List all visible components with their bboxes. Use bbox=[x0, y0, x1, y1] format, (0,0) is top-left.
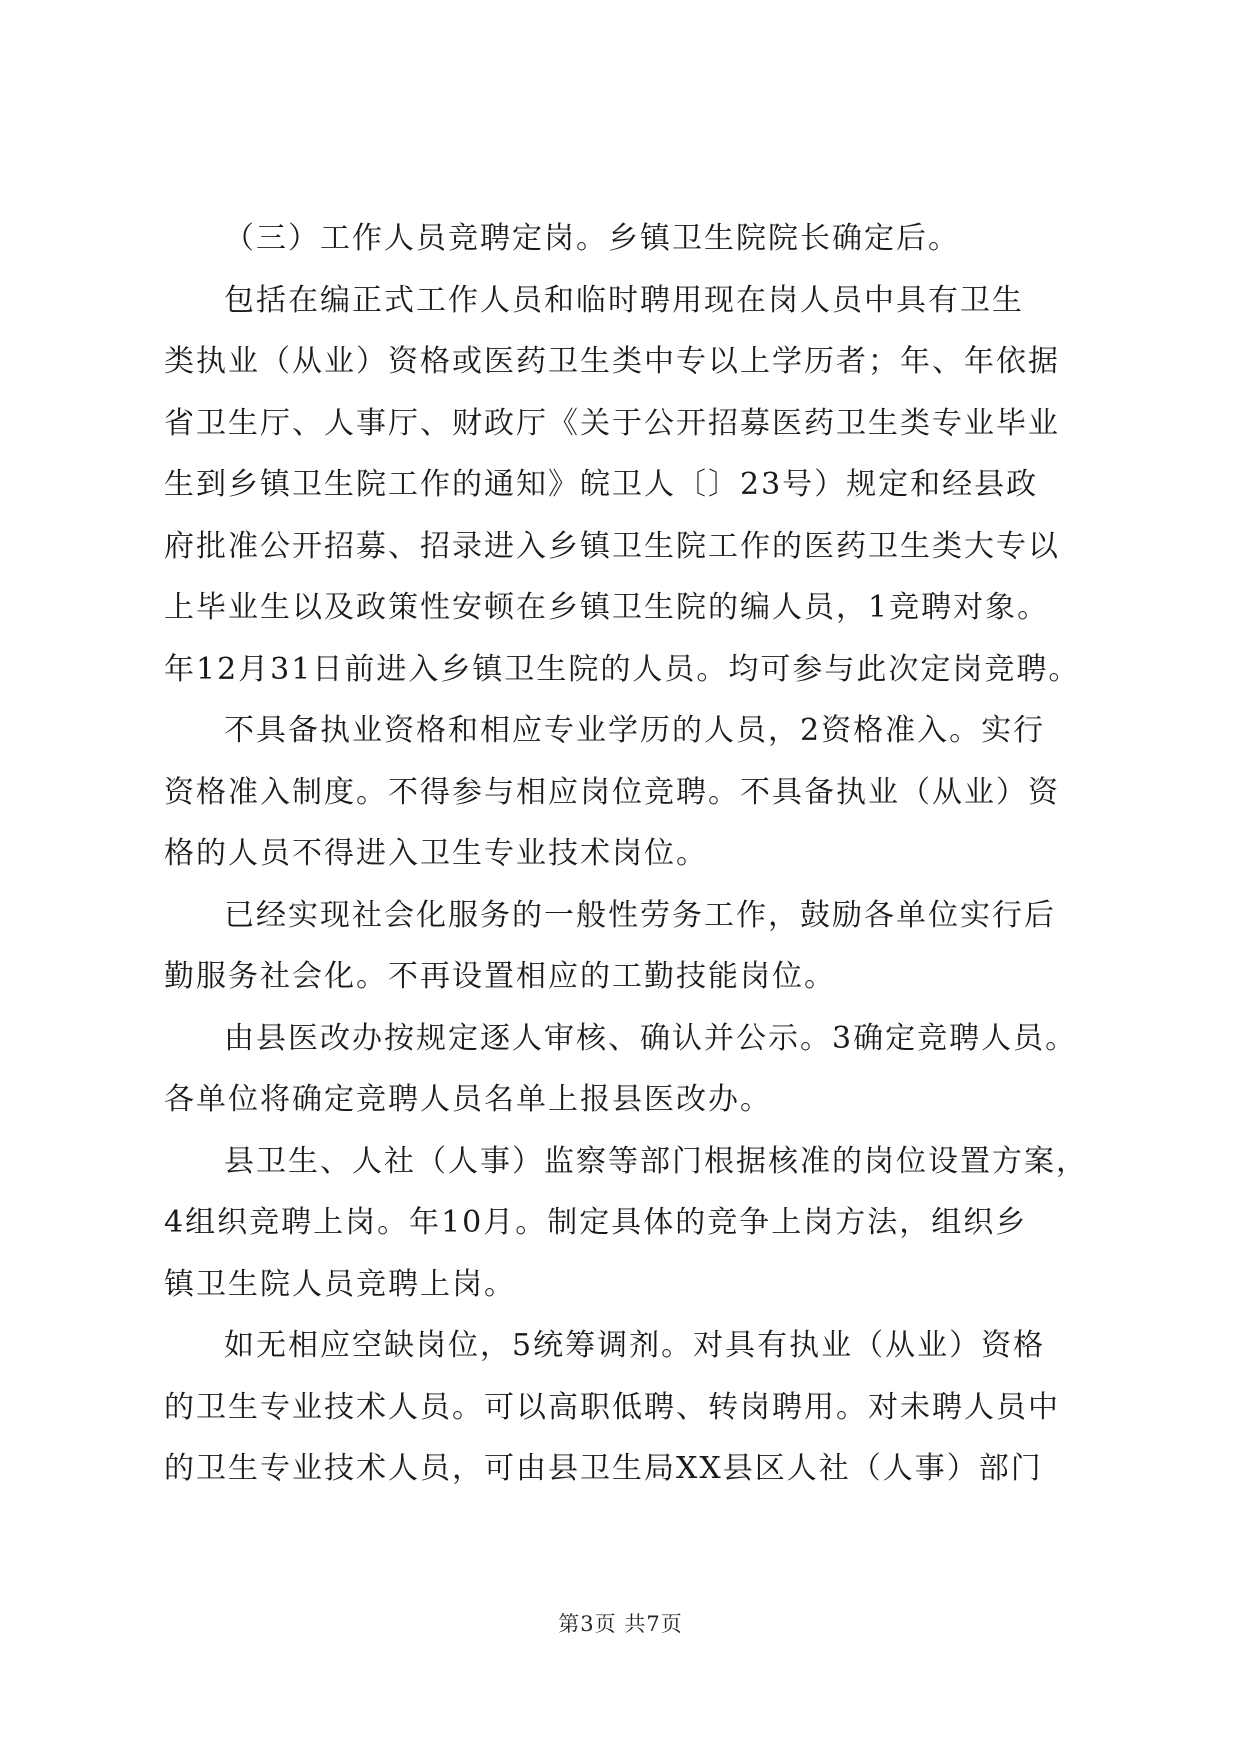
text-line: 资格准入制度。不得参与相应岗位竞聘。不具备执业（从业）资 bbox=[164, 774, 1060, 810]
text-line: 类执业（从业）资格或医药卫生类中专以上学历者；年、年依据 bbox=[164, 344, 1060, 379]
paragraph-5 bbox=[164, 1008, 1084, 1131]
text-line: 年12月31日前进入乡镇卫生院的人员。均可参与此次定岗竞聘。 bbox=[164, 651, 1081, 687]
document-body bbox=[164, 208, 1088, 1500]
text-line: 府批准公开招募、招录进入乡镇卫生院工作的医药卫生类大专以 bbox=[164, 528, 1060, 564]
text-line: 格的人员不得进入卫生专业技术岗位。 bbox=[164, 836, 708, 871]
text-line: 包括在编正式工作人员和临时聘用现在岗人员中具有卫生 bbox=[224, 282, 1024, 318]
paragraph-2 bbox=[164, 270, 1084, 701]
text-line: 由县医改办按规定逐人审核、确认并公示。3确定竞聘人员。 bbox=[224, 1020, 1078, 1056]
text-line: 的卫生专业技术人员，可由县卫生局XX县区人社（人事）部门 bbox=[164, 1451, 1043, 1486]
text-line: 上毕业生以及政策性安顿在乡镇卫生院的编人员，1竞聘对象。 bbox=[164, 590, 1050, 625]
text-line: 已经实现社会化服务的一般性劳务工作，鼓励各单位实行后 bbox=[224, 897, 1056, 933]
text-line: 4组织竞聘上岗。年10月。制定具体的竞争上岗方法，组织乡 bbox=[164, 1205, 1028, 1240]
text-line: 镇卫生院人员竞聘上岗。 bbox=[164, 1266, 516, 1302]
paragraph-3 bbox=[164, 700, 1084, 885]
text-line: 各单位将确定竞聘人员名单上报县医改办。 bbox=[164, 1082, 772, 1117]
text-line: 不具备执业资格和相应专业学历的人员，2资格准入。实行 bbox=[224, 713, 1046, 748]
text-line: 勤服务社会化。不再设置相应的工勤技能岗位。 bbox=[164, 959, 836, 994]
page-number-footer: 第3页 共7页 bbox=[558, 1612, 683, 1636]
text-line: 县卫生、人社（人事）监察等部门根据核准的岗位设置方案， bbox=[224, 1143, 1088, 1179]
text-line: 如无相应空缺岗位，5统筹调剂。对具有执业（从业）资格 bbox=[224, 1328, 1046, 1363]
text-line: 的卫生专业技术人员。可以高职低聘、转岗聘用。对未聘人员中 bbox=[164, 1389, 1060, 1425]
text-line: （三）工作人员竞聘定岗。乡镇卫生院院长确定后。 bbox=[224, 221, 960, 256]
text-line: 生到乡镇卫生院工作的通知》皖卫人〔〕23号）规定和经县政 bbox=[164, 467, 1039, 502]
paragraph-7 bbox=[164, 1315, 1084, 1500]
text-line: 省卫生厅、人事厅、财政厅《关于公开招募医药卫生类专业毕业 bbox=[164, 405, 1060, 441]
paragraph-1 bbox=[164, 208, 1084, 270]
paragraph-6 bbox=[164, 1131, 1088, 1316]
paragraph-4 bbox=[164, 885, 1084, 1008]
